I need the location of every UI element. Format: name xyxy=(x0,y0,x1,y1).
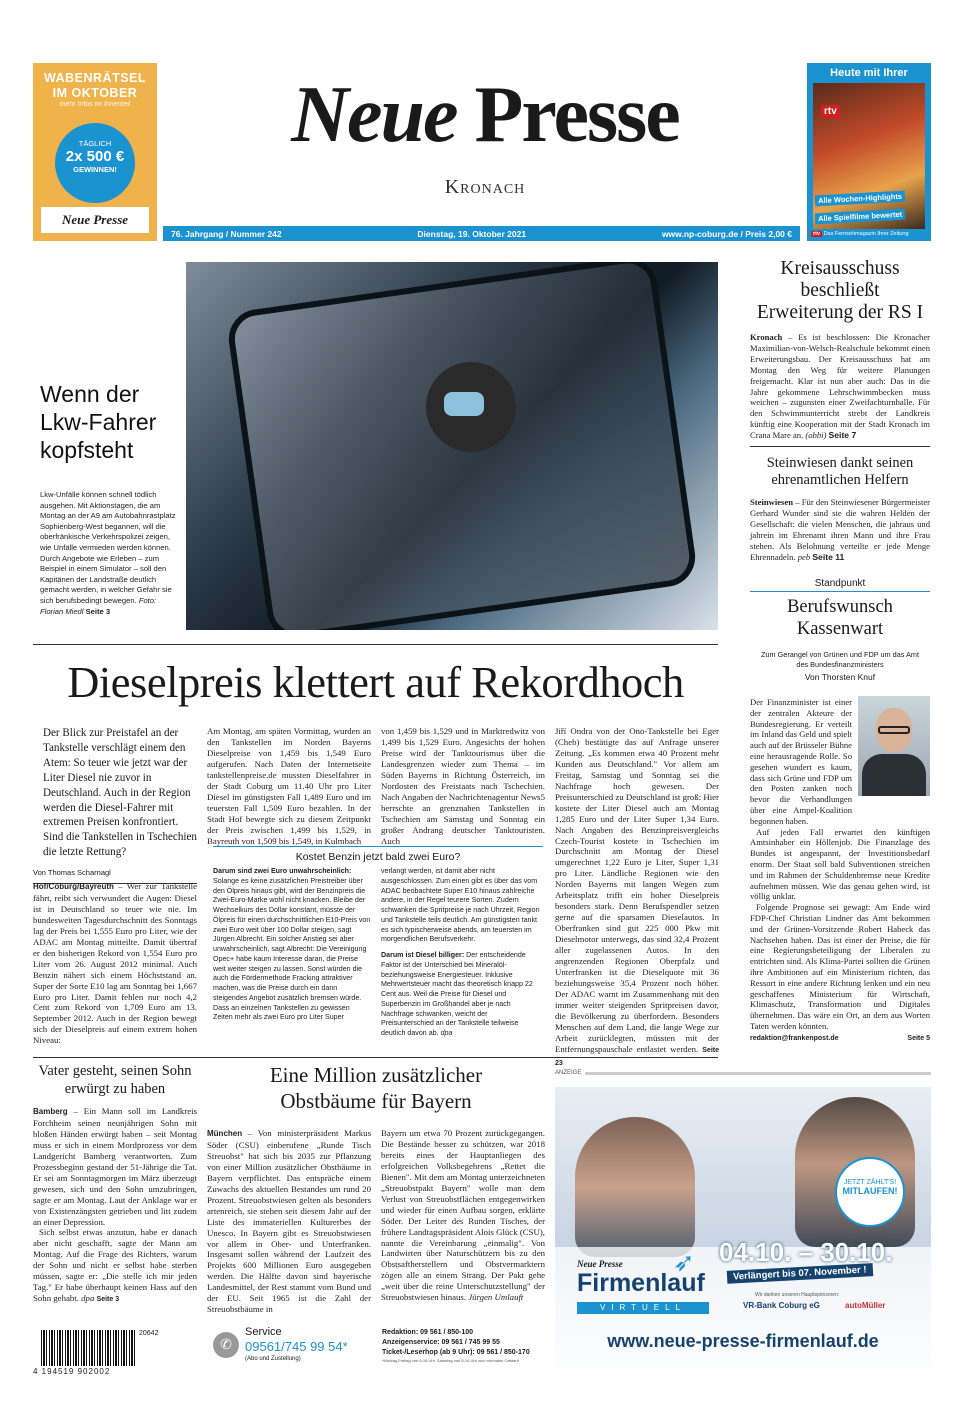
obst-col1: München – Von ministerpräsident Markus Söder (CSU) einberufene „Runde Tisch Streuobst" hat sich bis 2035 zur Pflanzung von einer Million zusätzlicher Obstbäume in Bayern verpflichtet. Das entspräche einem Zuwachs des aktuellen Bestandes um rund 20 Prozent. Streuobstwiesen gelten als besonders artenreich, sie stehen seit diesem Jahr auf der Liste des immateriellen Kulturerbes der Unesco. In Bayern gibt es Streuobstwiesen vor allem in Ober- und Unterfranken. Insgesamt sollen während der Laufzeit des Projekts 600 Millionen Euro ausgegeben werden. Die Hälfte davon sind bayerische Landesmittel, der Rest stammt vom Bund und der EU. Seit 1965 ist die Zahl der Streuobstbäume in xyxy=(207,1128,371,1315)
lead-story[interactable] xyxy=(40,380,180,617)
steinwiesen-text: Steinwiesen – Für den Steinwiesener Bürgermeister Gerhard Wunder sind sie die wahren Helden der Gesellschaft: die vielen Menschen, die jahraus und jahrein im Ehrenamt ihren Mann und ihre Frau stehen. Als Belohnung verteilte er jede Menge Ehrennadeln. peb Seite 11 xyxy=(750,497,931,562)
vater-page-ref: Seite 3 xyxy=(96,1296,120,1304)
kreis-author: (obbi) xyxy=(805,430,827,441)
benzin-box xyxy=(213,846,543,1049)
service-label: Service xyxy=(245,1326,282,1338)
steinwiesen-body: Für den Steinwiesener Bürgermeister Gerhard Wunder sind sie die wahren Helden der Gesellschaft: die vielen Menschen, die jahraus und jahrein im Ehrenamt ihren Mann und ihre Frau stehen. Als Belohnung verteilte er jede Menge Ehrennadeln. xyxy=(750,497,931,562)
rtv-caption-text: Das Fernsehmagazin Ihrer Zeitung xyxy=(823,231,909,237)
ad-subtitle: VIRTUELL xyxy=(577,1302,709,1314)
rtv-cover xyxy=(813,83,925,229)
divider xyxy=(750,446,930,447)
standpunkt-p2: Auf jeden Fall erwartet den künftigen Amtsinhaber ein Höllenjob. Die Finanzlage des Bundes ist angespannt, der Investitionsbedarf enorm. Der Staat soll bald Subventionen streichen und im Rahmen der Schuldenbremse neue Kredite aufnehmen müssen. Wie das genau gehen wird, ist völlig unklar. xyxy=(750,826,930,902)
kreis-dateline: Kronach xyxy=(750,332,783,342)
standpunkt-footer xyxy=(750,1034,930,1045)
contacts xyxy=(382,1328,548,1364)
ad-badge xyxy=(835,1157,905,1227)
face-mask xyxy=(444,392,484,416)
infobar-date: Dienstag, 19. Oktober 2021 xyxy=(417,228,527,239)
obst-headline: Eine Million zusätzlicher Obstbäume für Bayern xyxy=(269,1063,483,1113)
kreis-body: Es ist beschlossen: Die Kronacher Maximilian-von-Welsch-Realschule bekommt einen Erweiterungsbau. Der Kreisausschuss hat am Montag den Weg für weitere Planungen freigemacht. Klar ist nun aber auch: Das in die Jahre gekommene Lehrschwimmbecken muss weichen – zugunsten einer Zweifachturnhalle. Für den Schwimmunterricht strebt der Landkreis künftig eine Kooperation mit der Stadt Kronach im Crana Mare an. xyxy=(750,332,931,441)
box-author: dpa xyxy=(440,1029,453,1037)
lead-text-body: Lkw-Unfälle können schnell tödlich ausgehen. Mit Aktionstagen, die am Montag an der A9 am Autobahnrastplatz Sophienberg-West begannen, will die oberfränkische Verkehrspolizei zeigen, wie Unfälle vermieden werden können. Durch Angebote wie Erleben – zum Beispiel in einem Simulator – soll den Kapitänen der Landstraße deutlich gemacht werden, in welcher Gefahr sie sich berufsbedingt bewegen. xyxy=(40,490,176,605)
obst-col2 xyxy=(381,1128,545,1303)
ad-badge-line2: MITLAUFEN! xyxy=(842,1186,898,1196)
box-lead1: Darum sind zwei Euro unwahrscheinlich: xyxy=(213,867,352,875)
ad-title: Firmenlauf xyxy=(577,1269,705,1297)
promo-rtv-header: Heute mit Ihrer xyxy=(830,67,908,79)
badge-top: TÄGLICH xyxy=(78,139,112,148)
ad-extended: Verlängert bis 07. November ! xyxy=(727,1263,873,1284)
service-phone: 09561/745 99 54* xyxy=(245,1339,348,1354)
phone-icon: ✆ xyxy=(213,1332,239,1358)
standpunkt-email[interactable]: redaktion@frankenpost.de xyxy=(750,1034,839,1042)
standpunkt-author: Von Thorsten Knuf xyxy=(804,672,876,682)
steinwiesen-headline: Steinwiesen dankt seinen ehrenamtlichen Helfern xyxy=(766,455,914,488)
ad-label xyxy=(555,1070,931,1076)
steinwiesen-author: peb xyxy=(797,551,811,562)
main-teaser: Der Blick zur Preistafel an der Tankstelle verschlägt einem den Atem: So teuer wie jetzt war der Liter Diesel nie zuvor in Deutschland. Auch in der Region werden die Diesel-Fahrer mit extremen Preisen konfrontiert. Sind die Tankstellen in Tschechien die letzte Rettung? xyxy=(43,727,197,859)
vater-text: Bamberg – Ein Mann soll im Landkreis Forchheim seinen neunjährigen Sohn mit bloßen Händen erwürgt haben – seit Montag muss er sich in einem Mordprozess vor dem Landgericht Bamberg verantworten. Zum Prozessbeginn gestand der 51-Jährige die Tat. Er sei am Sonntagmorgen im März überzeugt gewesen, sich und den Sohn umzubringen, sagte er am Montag. Laut der Anklage war er von Existenzängsten getrieben und litt zudem an einer Depression. Sich selbst etwas anzutun, habe er danach aber nicht geschafft, sagte der Mann am Montag. Auf die Frage des Richters, warum der Sohn und nicht er selbst habe sterben müssen, sagte er: „Die stelle ich mir jeden Tag." Er habe überhaupt keinen Hass auf den Sohn gehabt. dpa Seite 3 xyxy=(33,1106,197,1304)
steinwiesen-page-ref: Seite 11 xyxy=(812,551,845,562)
ad-sponsor1: VR-Bank Coburg eG xyxy=(743,1301,820,1310)
rtv-caption-logo: rtv xyxy=(813,231,821,237)
promo-wabenraetsel[interactable] xyxy=(33,63,157,241)
infobar xyxy=(163,226,800,241)
main-col3: von 1,459 bis 1,529 und in Marktredwitz von 1,499 bis 1,529 Euro. Angesichts der hohen Preise wird der Tanktourismus über die Landesgrenzen wieder zum Thema – im Süden Bayerns in Richtung Österreich, im Nordosten des Freistaats nach Tschechien. Nach Angaben der Nachrichtenagentur News5 herrschte an grenznahen Tankstellen in Tschechien am Samstag und Sonntag ein großer Andrang deutscher Tanktouristen. Auch xyxy=(381,726,545,846)
promo-logo: Neue Presse xyxy=(61,212,129,227)
lead-page-ref: Seite 3 xyxy=(85,606,111,616)
box-text2: verlangt werden, ist damit aber nicht ausgeschlossen. Zum einen gibt es über das vom ADAC beobachtete Super E10 hinaus zahlreiche andere, in der Regel teurere Sorten. Zudem schwanken die Spritpreise je nach Uhrzeit, Region und Tankstelle teils deutlich. Am günstigsten tankt es sich typischerweise abends, am teuersten im morgendlichen Berufsverkehr. xyxy=(381,867,540,944)
main-author: Von Thomas Scharnagl xyxy=(33,868,111,878)
ad-sponsors-label: Wir danken unseren Hauptsponsoren: xyxy=(755,1292,840,1298)
badge-amount: 2x 500 € xyxy=(65,148,125,165)
lead-text xyxy=(40,490,180,617)
steinwiesen-article[interactable] xyxy=(750,455,930,562)
main-dateline: Hof/Coburg/Bayreuth xyxy=(33,882,114,891)
service-phone-note: (Abo und Zustellung) xyxy=(245,1356,301,1362)
ad-badge-line1: JETZT ZÄHLT'S! xyxy=(843,1179,897,1186)
lead-credit: Foto: Florian Miedl xyxy=(40,595,157,616)
box-lead2: Darum ist Diesel billiger: xyxy=(381,951,465,959)
barcode-bars xyxy=(41,1330,137,1366)
standpunkt-p1: Der Finanzminister ist einer der zentralen Akteure der Bundesregierung. Er verteilt im Inland das Geld und spielt auch auf der Brüsseler Bühne eine herausragende Rolle. So gesehen wundert es kaum, dass sich Grüne und FDP um den Posten zanken noch bevor die Verhandlungen über eine Ampel-Koalition begonnen haben. xyxy=(750,697,852,826)
obst-col1-text: Von ministerpräsident Markus Söder (CSU) einberufene „Runde Tisch Streuobst" hat sich bis 2035 zur Pflanzung von einer Million zusätzlicher Obstbäume in Bayern verpflichtet. Das entspräche einem Zuwachs des aktuellen Bestandes um rund 20 Prozent. Streuobstwiesen gelten als besonders artenreich, sie stehen seit diesem Jahr auf der Liste des immateriellen Kulturerbes der Unesco. In Bayern gibt es Streuobstwiesen vor allem in Ober- und Unterfranken. Insgesamt sollen während der Laufzeit des Projekts 600 Millionen Euro ausgegeben werden. Die Hälfte davon sind bayerische Landesmittel, der Rest stammt vom Bund und der EU. Seit 1965 ist die Zahl der Streuobstbäume in xyxy=(207,1128,371,1315)
contact-ticket: Ticket-/Leserhop (ab 9 Uhr): 09 561 / 850-170 xyxy=(382,1349,530,1356)
firmenlauf-ad[interactable] xyxy=(555,1087,931,1367)
divider xyxy=(33,1057,718,1058)
obst-col2-text: Bayern um etwa 70 Prozent zurückgegangen. Die Bestände besser zu schützen, war 2018 bereits eines der Hauptanliegen des erfolgreichen Volksbegehrens „Rettet die Bienen". Mit dem am Montag unterzeichneten „Streuobstpakt Bayern" wolle man dem Verlust von Streuobstflächen entgegenwirken und wieder für einen Aufbau sorgen, erklärte Söder. Der Leiter des Runden Tisches, der frühere Landtagspräsident Alois Glück (CSU), nannte die Vereinbarung „einmalig". Von Landwirten über Naturschützern bis zu den Obstsaftherstellern und Obstvermarktern zögen alle an einem Strang. Der Pakt gehe „weit über die reine Unterschutzstellung" der Streuobstwiesen hinaus. xyxy=(381,1128,545,1303)
standpunkt-kicker: Standpunkt xyxy=(750,578,930,592)
standpunkt-text xyxy=(750,697,930,1045)
infobar-issue: 76. Jahrgang / Nummer 242 xyxy=(171,228,282,239)
ad-woman xyxy=(575,1117,695,1257)
obst-dateline: München xyxy=(207,1129,243,1138)
steinwiesen-dateline: Steinwiesen xyxy=(750,497,793,507)
ad-label-rule xyxy=(585,1072,931,1075)
ad-url[interactable]: www.neue-presse-firmenlauf.de xyxy=(607,1331,879,1351)
masthead-title-italic: Neue xyxy=(291,71,457,159)
standpunkt-headline: Berufswunsch Kassenwart xyxy=(787,597,893,639)
lead-headline: Wenn der Lkw-Fahrer kopfsteht xyxy=(40,381,157,463)
kreis-article[interactable] xyxy=(750,258,930,441)
obst-author: Jürgen Umlauft xyxy=(468,1292,524,1303)
ad-sponsor2: autoMüller xyxy=(845,1301,886,1310)
contact-note: *Montag-Freitag von 6-18 Uhr, Samstag von 6-14 Uhr zum normalen Ortstarif xyxy=(382,1358,519,1363)
masthead-edition: Kronach xyxy=(444,176,526,198)
badge-bottom: GEWINNEN! xyxy=(73,165,117,174)
standpunkt-article[interactable] xyxy=(750,578,930,682)
main-col2: Am Montag, am späten Vormittag, wurden an den Tankstellen im Norden Bayerns Dieselpreise von 1,459 bis 1,549 Euro aufgerufen. Nach Daten der Internetseite tankstellenpreise.de mussten Dieselfahrer in der Stadt Coburg um 11.40 Uhr pro Liter Diesel im günstigsten Fall 1,489 Euro und im teuersten Fall 1,509 Euro bezahlen. In der Stadt Hof bewegte sich zu diesem Zeitpunkt der Preis zwischen 1,499 bis 1,529, in Bayreuth von 1,509 bis 1,549, in Kulmbach xyxy=(207,726,371,846)
main-headline: Dieselpreis klettert auf Rekordhoch xyxy=(67,657,684,707)
box-text1: Solange es keine zusätzlichen Preistreiber über den Ölpreis hinaus gibt, wird der Benzinpreis die Zwei-Euro-Marke wohl nicht knacken. Bleibe der Wechselkurs des Dollar konstant, müsste der Ölpreis für einen durchschnittlichen E10-Preis von zwei Euro weit über 100 Dollar steigen, sagt Jürgen Albrecht. Ein solcher Anstieg sei aber unwahrscheinlich, sagt Albrecht: Die Vereinigung Opec+ habe kaum Interesse daran, die Preise weit weiter steigen zu lassen. Sonst würden die auch die Fördermethode Fracking attraktiver machen, was die Preise durch ein dann steigendes Angebot zusätzlich bremsen würde. Dass an einzelnen Tankstellen zu gewissen Zeiten mehr als zwei Euro pro Liter Super xyxy=(213,876,371,1022)
vater-author: dpa xyxy=(81,1293,95,1304)
main-col4 xyxy=(555,726,719,1070)
service-block[interactable] xyxy=(213,1328,378,1372)
vater-p2: Sich selbst etwas anzutun, habe er danach aber nicht geschafft, sagte der Mann am Montag. Auf die Frage des Richters, warum der Sohn und nicht er selbst habe sterben müssen, sagte er: „Die stelle ich mir jeden Tag." Er habe überhaupt keinen Hass auf den Sohn gehabt. xyxy=(33,1227,197,1304)
main-teaser-block xyxy=(33,726,197,884)
barcode-bottom: 4 194519 902002 xyxy=(33,1367,111,1376)
barcode xyxy=(33,1330,159,1376)
runner-icon: ➶ xyxy=(673,1247,695,1277)
vater-dateline: Bamberg xyxy=(33,1107,68,1116)
box-col1 xyxy=(213,867,371,1023)
contact-anzeigen: Anzeigenservice: 09 561 / 745 99 55 xyxy=(382,1339,500,1346)
promo-rtv[interactable] xyxy=(807,63,931,241)
lead-photo xyxy=(186,262,718,630)
standpunkt-page-ref: Seite 5 xyxy=(907,1034,930,1042)
main-col4-page-ref: Seite 23 xyxy=(555,1046,719,1067)
box-col2 xyxy=(381,867,541,1039)
ad-logo: Neue Presse xyxy=(577,1259,623,1269)
kreis-headline: Kreisausschuss beschließt Erweiterung der RS I xyxy=(756,258,924,323)
rtv-strip2: Alle Spielfilme bewertet xyxy=(815,209,906,225)
promo-line1: WABENRÄTSEL xyxy=(43,71,147,85)
rtv-strip1: Alle Wochen-Highlights xyxy=(815,191,905,207)
promo-info: mehr Infos im Innenteil xyxy=(59,101,131,108)
box-title: Kostet Benzin jetzt bald zwei Euro? xyxy=(295,851,461,863)
box-text3: Der entscheidende Faktor ist der Unterschied bei Mineralöl- beziehungsweise Energiesteuer. Inklusive Mehrwertsteuer macht das theoretisch knapp 22 Cent aus. Weil die Preise für Diesel und Superbenzin im Großhandel aber je nach Nachfrage schwanken, weicht der Preisunterschied an der Tankstelle teilweise deutlich davon ab. xyxy=(381,951,533,1037)
divider xyxy=(33,644,718,645)
standpunkt-p3: Folgende Prognose sei gewagt: Am Ende wird FDP-Chef Christian Lindner das Amt bekommen und der Grünen-Vorsitzende Robert Habeck das Nachsehen haben. Das ist einer der Preise, die für eine Regierungsbeteiligung der Liberalen zu entrichten sind. Als Klima-Partei sollten die Grünen ihre Ambitionen auf ein Ministerium richten, das Ressort in eine andere Richtung lenken und ein neu geschaffenes Ministerium für Wirtschaft, Klimaschutz, Transformation und Digitales übernehmen. Das wäre ein Ort, an dem aus Worten Taten werden könnten. xyxy=(750,902,930,1031)
vater-p1: Ein Mann soll im Landkreis Forchheim seinen neunjährigen Sohn mit bloßen Händen erwürgt haben – seit Montag muss er sich in einem Mordprozess vor dem Landgericht Bamberg verantworten. Zum Prozessbeginn gestand der 51-Jährige die Tat. Er sei am Sonntagmorgen im März überzeugt gewesen, sich und den Sohn umzubringen, sagte er am Montag. Laut der Anklage war er von Existenzängsten getrieben und litt zudem an einer Depression. xyxy=(33,1106,197,1227)
masthead-title xyxy=(240,70,730,160)
infobar-price: www.np-coburg.de / Preis 2,00 € xyxy=(661,228,792,239)
promo-logo-box xyxy=(41,207,149,233)
main-col1: Hof/Coburg/Bayreuth – Wer zur Tankstelle fährt, reibt sich verwundert die Augen: Diesel ist in Deutschland so teuer wie nie. Im bundesweiten Tagesdurchschnitt des Sonntags lag der Preis bei 1,555 Euro pro Liter, wie der ADAC am Montag mitteilte. Damit übertraf er den bisherigen Rekord von 1,554 Euro pro Liter vom 26. August 2012 minimal. Auch Benzin nähert sich einem Höchststand an. Super der Sorte E10 lag am Sonntag bei 1,667 Euro pro Liter. Damit fehlen nur noch 4,2 Cent zum Rekord von 1,709 Euro am 13. September 2012. Auch in der Region bewegt sich der Dieselpreis auf einem extrem hohen Niveau: xyxy=(33,881,197,1046)
ad-label-text: ANZEIGE xyxy=(555,1070,582,1076)
promo-prize-badge xyxy=(55,123,135,203)
vater-article[interactable] xyxy=(33,1062,197,1306)
obst-article[interactable] xyxy=(207,1062,545,1114)
main-col4-text: Jiří Ondra von der Ono-Tankstelle bei Eger (Cheb) bestätigte das auf Anfrage unserer Zeitung. „Es kommen etwa 40 Prozent mehr Kunden aus Deutschland." Vor allem am Freitag, Samstag und Sonntag sei die Nachfrage hoch gewesen. Der Preisunterschied zu Deutschland ist groß: Hier kostete der Liter Diesel auch am Montag 1,285 Euro und der Liter Super 1,34 Euro. Nach Angaben des Benzinpreisvergleichs Czech-Tourist kostete in Tschechien im Durchschnitt am Montag der Diesel umgerechnet 1,22 Euro je Liter, Super 1,31 pro Liter. Ländliche Regionen wie den Norden Bayerns mit langen Wegen zum Arbeitsplatz trifft ein hoher Dieselpreis besonders stark. Denn Berufspendler setzen gerne auf die sparsamen Dieselautos. In Oberfranken sind gut 225 000 Pkw mit Dieselmotor unterwegs, das sind 32,4 Prozent aller zugelassenen Autos. In den angrenzenden Regionen Oberpfalz und Unterfranken ist die Dieselquote mit 36 beziehungsweise 35,4 Prozent noch höher. Der ADAC warnt im Zusammenhang mit den immer weiter steigenden Spritpreisen davor, die Bevölkerung zu überfordern. Besonders Menschen auf dem Land, die lange Wege zur Arbeit zurücklegten, müssten mit der Entfernungspauschale entlastet werden. xyxy=(555,726,719,1054)
kreis-page-ref: Seite 7 xyxy=(828,430,857,441)
rtv-cover-logo: rtv xyxy=(821,105,840,118)
rtv-caption xyxy=(811,231,935,237)
main-col1-text: Wer zur Tankstelle fährt, reibt sich verwundert die Augen: Diesel ist in Deutschland so teuer wie nie. Im bundesweiten Tagesdurchschnitt des Sonntags lag der Preis bei 1,555 Euro pro Liter, wie der ADAC am Montag mitteilte. Damit übertraf er den bisherigen Rekord von 1,554 Euro pro Liter vom 26. August 2012 minimal. Auch Benzin nähert sich einem Höchststand an. Super der Sorte E10 lag am Sonntag bei 1,667 Euro pro Liter. Damit fehlen nur noch 4,2 Cent zum Rekord von 1,709 Euro am 13. September 2012. Auch in der Region bewegt sich der Dieselpreis auf einem extrem hohen Niveau: xyxy=(33,881,197,1046)
ad-dates: 04.10. – 30.10. xyxy=(719,1237,893,1267)
contact-redaktion: Redaktion: 09 561 / 850-100 xyxy=(382,1329,474,1336)
masthead-title-main: Presse xyxy=(474,71,679,159)
promo-line2: IM OKTOBER xyxy=(52,86,138,100)
vater-headline: Vater gesteht, seinen Sohn erwürgt zu haben xyxy=(38,1063,192,1097)
standpunkt-subline: Zum Gerangel von Grünen und FDP um das Amt des Bundesfinanzministers xyxy=(760,650,920,669)
kreis-text: Kronach – Es ist beschlossen: Die Kronacher Maximilian-von-Welsch-Realschule bekommt einen Erweiterungsbau. Der Kreisausschuss hat am Montag den Weg für weitere Planungen freigemacht. Klar ist nun aber auch: Das in die Jahre gekommene Lehrschwimmbecken muss weichen – zugunsten einer Zweifachturnhalle. Für den Schwimmunterricht strebt der Landkreis künftig eine Kooperation mit der Stadt Kronach im Crana Mare an. (obbi) Seite 7 xyxy=(750,332,931,441)
box-para2 xyxy=(381,951,541,1039)
barcode-top: 20642 xyxy=(139,1330,159,1337)
